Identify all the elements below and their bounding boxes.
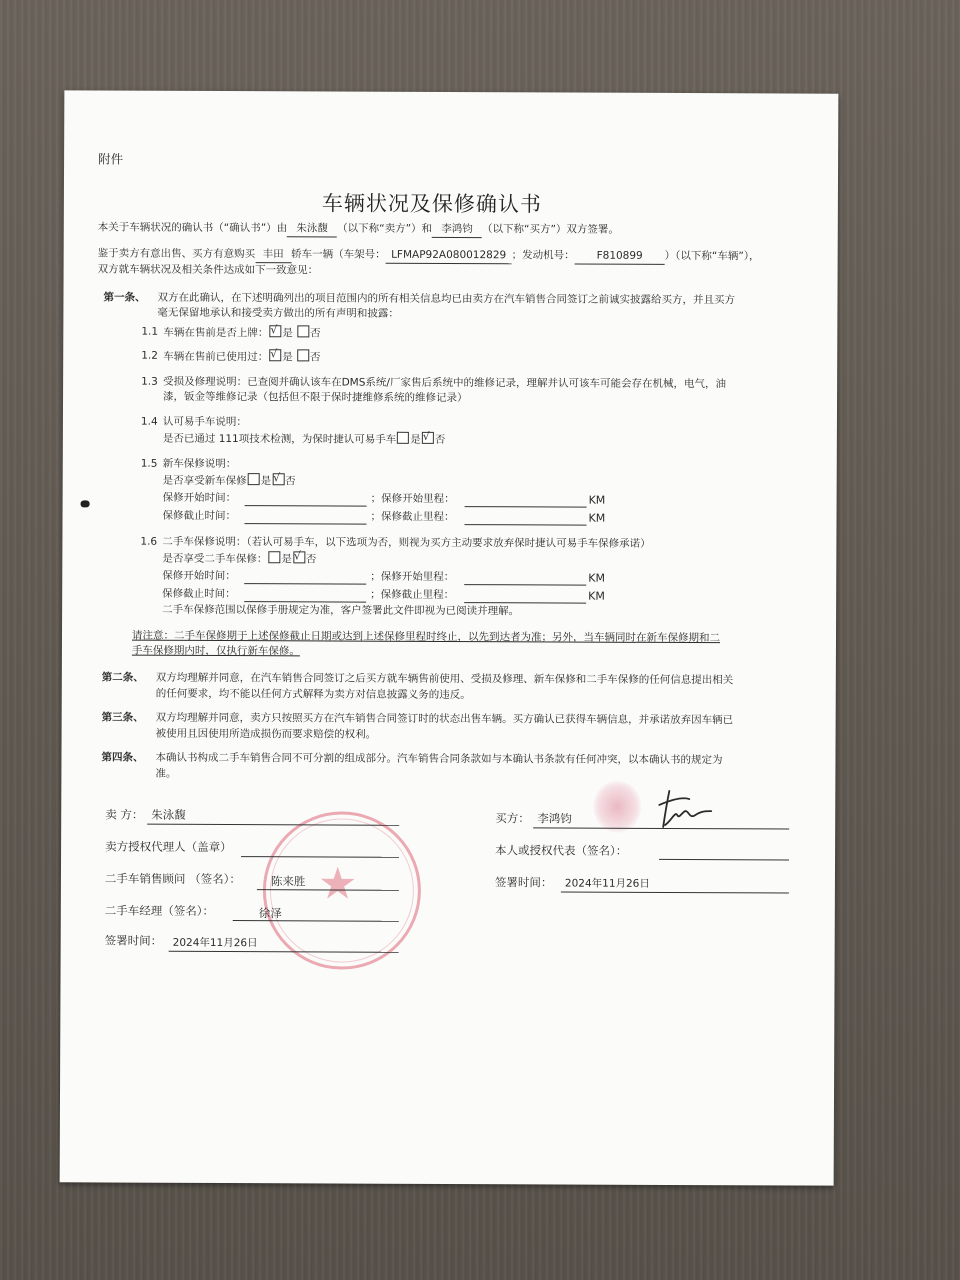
article-4-line1: 本确认书构成二手车销售合同不可分割的组成部分。汽车销售合同条款如与本确认书条款有任何冲突，以本确认书的规定为 (155, 751, 723, 767)
item-1-3-line2: 漆，钣金等维修记录（包括但不限于保时捷维修系统的维修记录） (163, 390, 468, 405)
item-1-5-line1: 新车保修说明： (162, 457, 237, 471)
vehicle-line: 鉴于卖方有意出售、买方有意购买 丰田 轿车一辆（车架号： LFMAP92A080012829 ；发动机号： F810899 ）（以下称“车辆”）， (98, 246, 760, 265)
item-1-1: 车辆在售前是否上牌：√ 是 否 (163, 325, 320, 342)
item-1-6-line2: 是否享受二手车保修： 是√ 否 (162, 551, 316, 568)
km-unit: KM (588, 589, 605, 603)
seller-date-line (169, 951, 399, 953)
new-warranty-end-km-field[interactable] (464, 524, 586, 526)
plate-no-checkbox[interactable] (297, 325, 309, 337)
engine-number-field: F810899 (575, 249, 665, 265)
used-warranty-yes-checkbox[interactable] (268, 551, 280, 563)
km-unit: KM (588, 493, 606, 507)
item-1-4-line2: 是否已通过 111项技术检测，为保时捷认可易手车 是√ 否 (163, 431, 445, 448)
company-seal: ★ (263, 811, 422, 970)
document-page (60, 90, 839, 1185)
item-1-3-line1: 受损及修理说明：已查阅并确认该车在DMS系统/厂家售后系统中的维修记录，理解并认可该车可能会存在机械，电气，油 (163, 375, 726, 391)
buyer-name-field: 李鸿钧 (432, 222, 482, 238)
used-warranty-scope: 二手车保修范围以保修手册规定为准，客户签署此文件即视为已阅读并理解。 (162, 603, 520, 618)
used-car-manager-value: 徐泽 (258, 906, 282, 921)
item-1-5-line2: 是否享受新车保修 是√ 否 (163, 473, 296, 490)
used-warranty-start-km-field[interactable] (464, 584, 586, 586)
new-warranty-start-time-field[interactable] (245, 505, 367, 507)
article-2-label: 第二条、 (101, 671, 144, 684)
article-3-label: 第三条、 (101, 711, 144, 724)
article-1-line2: 毫无保留地承认和接受卖方做出的所有声明和披露： (157, 306, 399, 320)
new-warranty-no-checkbox[interactable] (272, 473, 284, 485)
item-1-4-num: 1.4 (140, 415, 158, 428)
used-warranty-end-time-label: 保修截止时间： (162, 587, 236, 601)
brand-field: 丰田 (255, 247, 291, 263)
new-warranty-start-km-field[interactable] (465, 506, 587, 508)
used-car-manager-label: 二手车经理（签名）： (104, 903, 215, 918)
buyer-value: 李鸿钧 (537, 811, 572, 826)
annex-label: 附件 (98, 151, 124, 167)
document-title: 车辆状况及保修确认书 (321, 191, 542, 217)
fingerprint (593, 781, 641, 833)
vin-field: LFMAP92A080012829 (386, 248, 512, 265)
article-2-line1: 双方均理解并同意，在汽车销售合同签订之后买方就车辆售前使用、受损及修理、新车保修和二手车保修的任何信息提出相关 (155, 671, 734, 687)
buyer-rep-line (659, 859, 789, 861)
item-1-2: 车辆在售前已使用过：√ 是 否 (163, 349, 320, 366)
sales-consultant-value: 陈来胜 (270, 874, 306, 889)
seller-date-label: 签署时间： (104, 933, 163, 948)
used-warranty-no-checkbox[interactable] (293, 551, 305, 563)
certified-no-checkbox[interactable] (422, 432, 434, 444)
km-unit: KM (588, 511, 606, 525)
note-line2: 手车保修期内时，仅执行新车保修。 (131, 644, 300, 658)
used-warranty-start-time-label: 保修开始时间： (162, 569, 236, 583)
new-warranty-end-km-label: ；保修截止里程： (370, 510, 455, 524)
item-1-5-num: 1.5 (140, 457, 158, 470)
item-1-6-num: 1.6 (140, 535, 158, 548)
agreement-line: 双方就车辆状况及相关条件达成如下一致意见： (97, 263, 319, 277)
article-3-line2: 被使用且因使用所造成损伤而要求赔偿的权利。 (155, 727, 377, 741)
new-warranty-end-time-label: 保修截止时间： (162, 509, 237, 523)
buyer-date-line (561, 891, 789, 893)
article-2-line2: 的任何要求，均不能以任何方式解释为卖方对信息披露义务的违反。 (155, 687, 471, 702)
buyer-date-value: 2024年11月26日 (564, 877, 650, 890)
article-4-line2: 准。 (155, 767, 177, 780)
article-4-label: 第四条、 (101, 751, 144, 764)
item-1-6-line1: 二手车保修说明：（若认可易手车，以下选项为否，则视为买方主动要求放弃保时捷认可易手车保修承诺） (162, 535, 651, 550)
used-warranty-start-time-field[interactable] (244, 583, 366, 585)
certified-yes-checkbox[interactable] (397, 432, 409, 444)
seller-label: 卖 方： (105, 807, 144, 822)
item-1-1-num: 1.1 (141, 325, 159, 338)
seller-name-field: 朱泳馥 (287, 221, 337, 237)
note-line1: 请注意：二手车保修期于上述保修截止日期或达到上述保修里程时终止，以先到达者为准；另外，当车辆同时在新车保修期和二 (131, 629, 721, 645)
seller-date-value: 2024年11月26日 (172, 936, 258, 950)
seller-agent-label: 卖方授权代理人（盖章） (105, 839, 232, 855)
new-warranty-yes-checkbox[interactable] (248, 473, 260, 485)
article-1-label: 第一条、 (103, 291, 146, 304)
article-3-line1: 双方均理解并同意，卖方只按照买方在汽车销售合同签订时的状态出售车辆。买方确认已获得车辆信息，并承诺放弃因车辆已 (155, 711, 734, 727)
km-unit: KM (588, 571, 606, 585)
intro-line: 本关于车辆状况的确认书（“确认书”）由 朱泳馥 （以下称“卖方”）和 李鸿钧 （以下称“买方”）双方签署。 (98, 220, 619, 238)
plate-yes-checkbox[interactable] (269, 325, 281, 337)
used-yes-checkbox[interactable] (269, 349, 281, 361)
new-warranty-start-km-label: ；保修开始里程： (370, 492, 455, 506)
used-warranty-start-km-label: ；保修开始里程： (370, 570, 455, 584)
article-1-line1: 双方在此确认，在下述明确列出的项目范围内的所有相关信息均已由卖方在汽车销售合同签订之前诚实披露给买方，并且买方 (157, 291, 736, 307)
sales-consultant-label: 二手车销售顾问 （签名）： (104, 871, 241, 887)
new-warranty-start-time-label: 保修开始时间： (162, 491, 237, 505)
item-1-2-num: 1.2 (141, 349, 158, 362)
buyer-label: 买方： (495, 811, 530, 826)
item-1-4-line1: 认可易手车说明： (162, 415, 247, 429)
used-no-checkbox[interactable] (297, 349, 309, 361)
item-1-3-num: 1.3 (141, 375, 158, 388)
buyer-rep-label: 本人或授权代表（签名）： (495, 843, 628, 858)
used-warranty-end-km-label: ；保修截止里程： (370, 588, 455, 602)
new-warranty-end-time-field[interactable] (244, 523, 366, 525)
ink-spot (81, 500, 90, 507)
seller-value: 朱泳馥 (151, 807, 186, 822)
seller-line (147, 824, 399, 826)
buyer-date-label: 签署时间： (494, 875, 553, 890)
